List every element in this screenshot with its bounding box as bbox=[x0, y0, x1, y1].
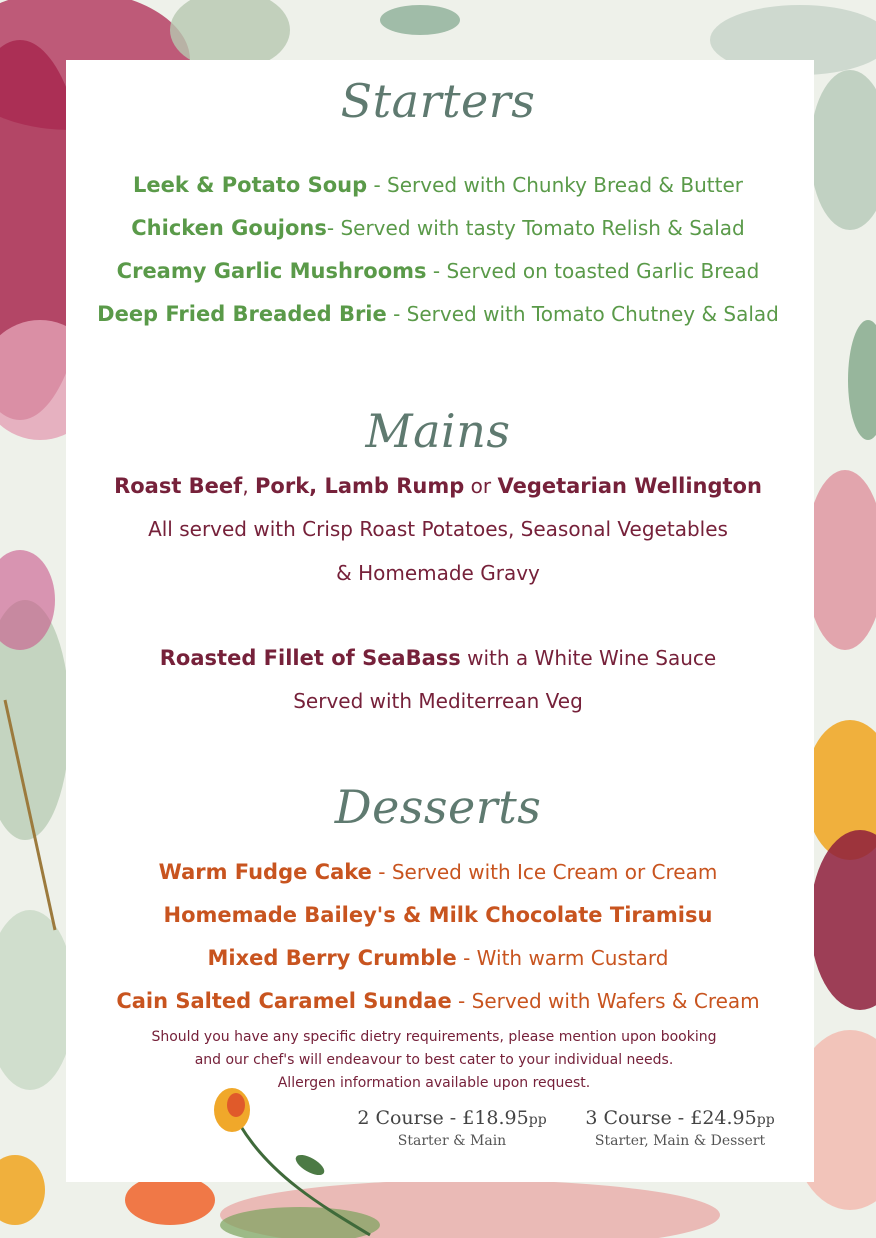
two-course-price bbox=[346, 1107, 558, 1149]
item-description: - Served with Tomato Chutney & Salad bbox=[386, 302, 779, 326]
mains-options-line bbox=[0, 474, 876, 498]
main-option: Roast Beef bbox=[114, 474, 243, 498]
description-text: & Homemade Gravy bbox=[336, 561, 540, 585]
dietary-note: and our chef's will endeavour to best cater to your individual needs. bbox=[194, 1052, 674, 1068]
item-description: - Served on toasted Garlic Bread bbox=[426, 259, 760, 283]
dietary-note: Should you have any specific dietry requirements, please mention upon booking bbox=[151, 1029, 717, 1045]
seabass-line bbox=[0, 646, 876, 670]
price-subtitle: Starter & Main bbox=[397, 1133, 507, 1149]
allergen-note: Allergen information available upon request. bbox=[277, 1075, 591, 1091]
desserts-heading: Desserts bbox=[334, 780, 542, 834]
item-name: Leek & Potato Soup bbox=[133, 173, 368, 197]
price-unit: pp bbox=[528, 1112, 547, 1128]
item-name: Homemade Bailey's & Milk Chocolate Tiramisu bbox=[163, 903, 713, 927]
item-description: - Served with Ice Cream or Cream bbox=[371, 860, 718, 884]
starter-item bbox=[0, 259, 876, 283]
main-option: Vegetarian Wellington bbox=[497, 474, 762, 498]
price-label: 3 Course - £24.95 bbox=[585, 1107, 757, 1129]
item-description: - Served with Chunky Bread & Butter bbox=[367, 173, 743, 197]
item-name: Creamy Garlic Mushrooms bbox=[116, 259, 427, 283]
description-text: Served with Mediterrean Veg bbox=[293, 689, 583, 713]
price-subtitle: Starter, Main & Dessert bbox=[594, 1133, 766, 1149]
description-text: All served with Crisp Roast Potatoes, Seasonal Vegetables bbox=[148, 517, 728, 541]
item-name: Mixed Berry Crumble bbox=[207, 946, 457, 970]
item-name: Chicken Goujons bbox=[131, 216, 327, 240]
three-course-price bbox=[572, 1107, 788, 1149]
main-option: Pork, Lamb Rump bbox=[255, 474, 465, 498]
item-name: Cain Salted Caramel Sundae bbox=[116, 989, 452, 1013]
price-unit: pp bbox=[756, 1112, 775, 1128]
dessert-item bbox=[0, 989, 876, 1013]
item-name: Roasted Fillet of SeaBass bbox=[159, 646, 461, 670]
item-description: - Served with Wafers & Cream bbox=[451, 989, 760, 1013]
item-description: - Served with tasty Tomato Relish & Salad bbox=[326, 216, 745, 240]
price-label: 2 Course - £18.95 bbox=[357, 1107, 529, 1129]
mains-description bbox=[0, 561, 876, 585]
mains-description bbox=[0, 517, 876, 541]
separator: or bbox=[464, 474, 498, 498]
dessert-item bbox=[0, 946, 876, 970]
item-name: Deep Fried Breaded Brie bbox=[97, 302, 387, 326]
starter-item bbox=[0, 173, 876, 197]
dessert-item bbox=[0, 860, 876, 884]
mains-heading: Mains bbox=[365, 404, 511, 458]
item-description: - With warm Custard bbox=[456, 946, 669, 970]
starters-heading: Starters bbox=[340, 74, 536, 128]
separator: , bbox=[242, 474, 256, 498]
starter-item bbox=[0, 302, 876, 326]
item-description: with a White Wine Sauce bbox=[460, 646, 717, 670]
item-name: Warm Fudge Cake bbox=[158, 860, 372, 884]
seabass-description bbox=[0, 689, 876, 713]
dessert-item bbox=[0, 903, 876, 927]
starter-item bbox=[0, 216, 876, 240]
